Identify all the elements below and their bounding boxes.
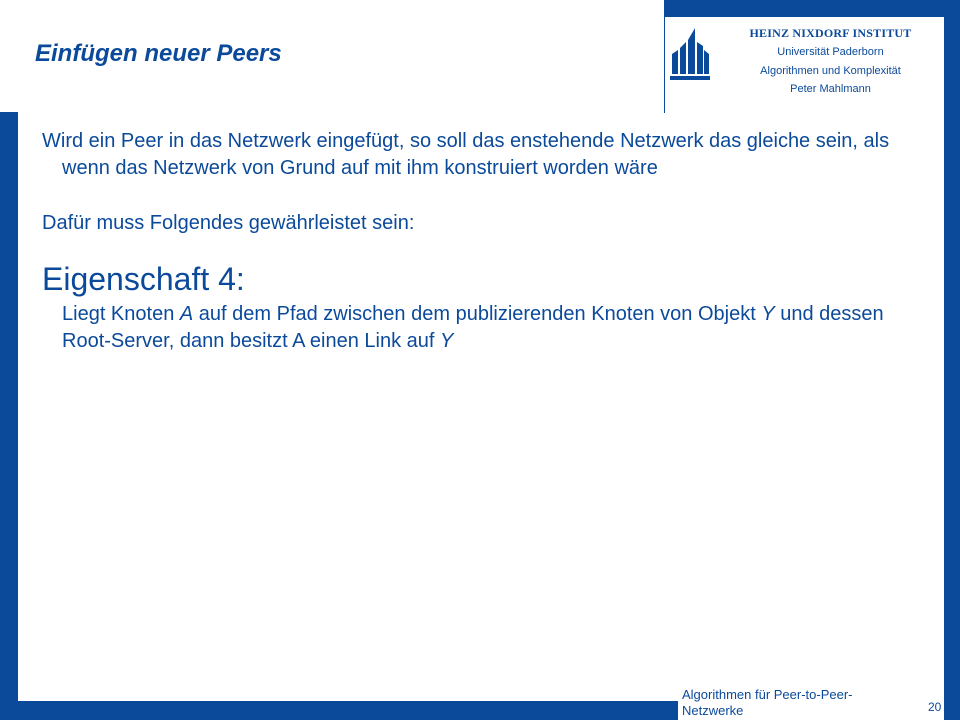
- slide-content: [42, 128, 922, 355]
- slide-title: Einfügen neuer Peers: [35, 40, 282, 67]
- requirement-paragraph: Dafür muss Folgendes gewährleistet sein:: [42, 212, 415, 234]
- property-heading: Eigenschaft 4:: [42, 261, 245, 297]
- department-name: Algorithmen und Komplexität: [760, 65, 901, 77]
- property-text-part: auf dem Pfad zwischen dem publizierenden Knoten von Objekt: [193, 303, 762, 325]
- bottom-frame-bar: [0, 701, 678, 720]
- page-number: 20: [928, 700, 942, 714]
- right-frame-bar: [944, 112, 960, 720]
- left-frame-bar: [0, 112, 18, 720]
- institute-name: HEINZ NIXDORF INSTITUT: [749, 26, 912, 40]
- author-name: Peter Mahlmann: [790, 83, 871, 95]
- property-text-part: und dessen Root-Server, dann besitzt A einen Link auf: [62, 303, 884, 352]
- property-text: [62, 301, 922, 355]
- intro-paragraph: Wird ein Peer in das Netzwerk eingefügt, so soll das enstehende Netzwerk das gleiche sein, als wenn das Netzwerk von Grund auf mit ihm konstruiert worden wäre: [42, 130, 890, 179]
- university-name: Universität Paderborn: [777, 46, 884, 58]
- hni-logo-icon: [670, 24, 710, 80]
- variable-y: Y: [440, 330, 454, 352]
- course-title: Algorithmen für Peer-to-Peer-Netzwerke: [682, 687, 853, 718]
- variable-a: A: [179, 303, 194, 325]
- variable-y: Y: [761, 303, 775, 325]
- property-text-part: Liegt Knoten: [62, 303, 180, 325]
